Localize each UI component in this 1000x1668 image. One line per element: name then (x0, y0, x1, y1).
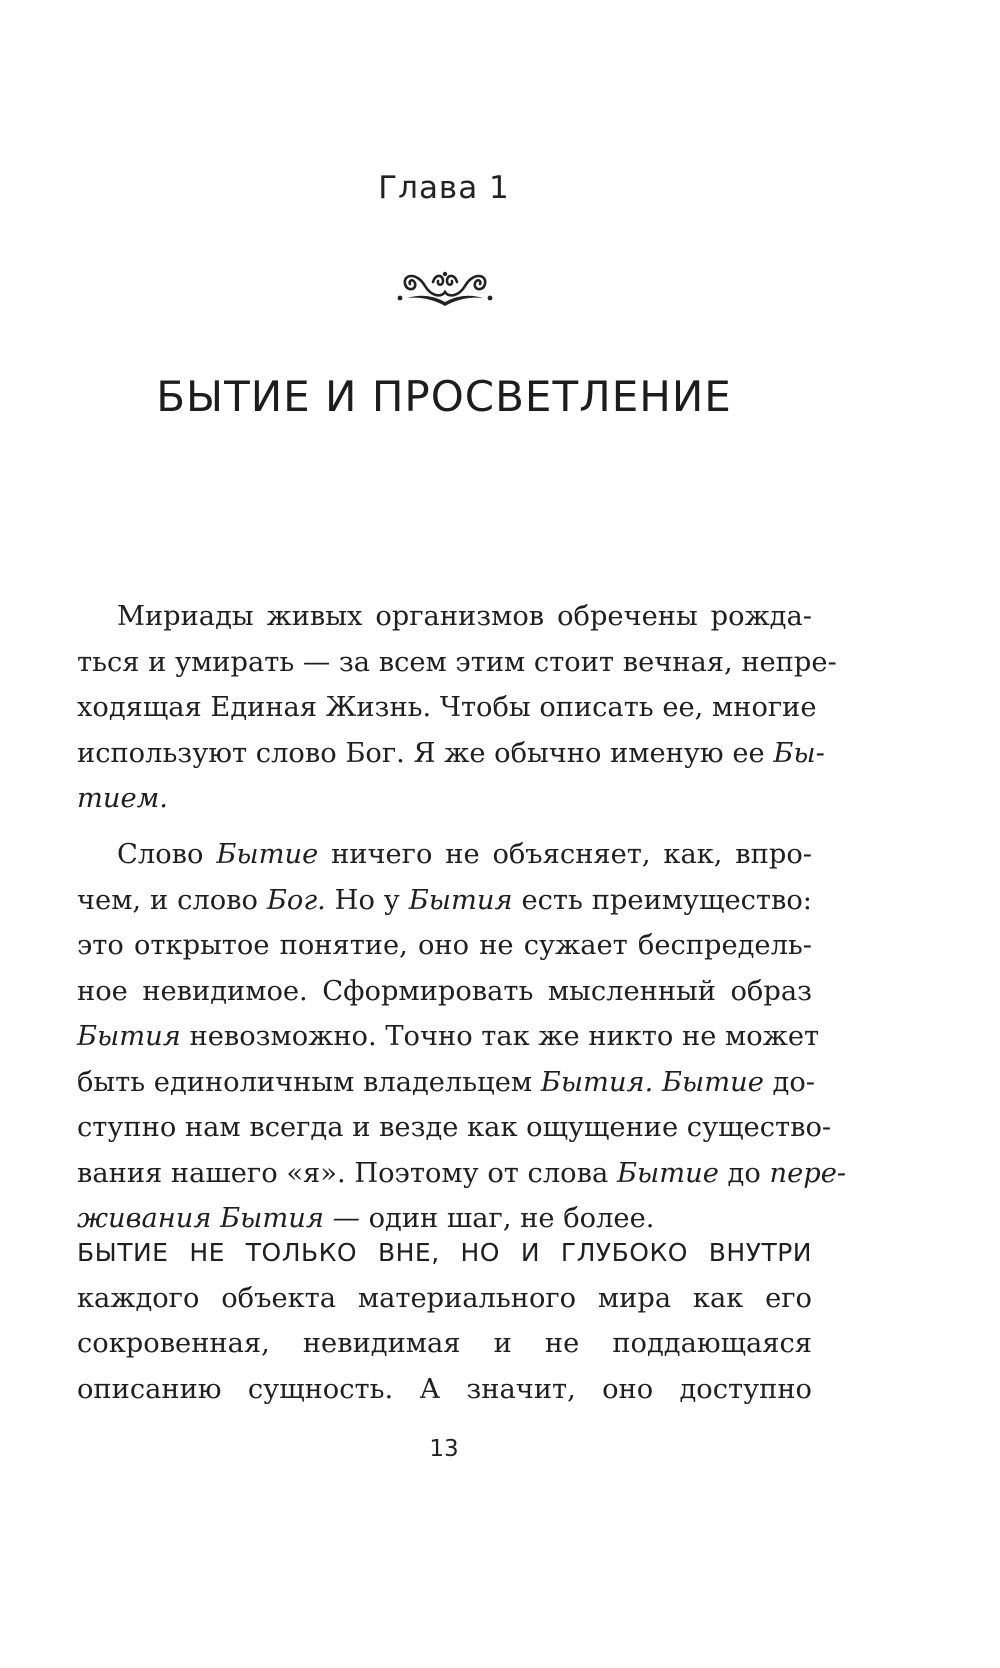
page-number: 13 (429, 1436, 459, 1462)
text-segment: чем, и слово (77, 884, 267, 916)
text-segment: до- (763, 1066, 816, 1098)
text-line (77, 776, 812, 822)
chapter-label: Глава 1 (378, 170, 510, 206)
flourish-ornament-icon (397, 262, 493, 306)
paragraph-1 (77, 594, 837, 822)
text-segment: Но у (325, 884, 409, 916)
text-line (77, 1060, 816, 1106)
text-segment: вания нашего «я». Поэтому от слова (77, 1157, 617, 1189)
text-line: ходящая Единая Жизнь. Чтобы описать ее, многие (77, 692, 817, 723)
text-line (77, 832, 812, 878)
text-segment: используют слово Бог. Я же обычно именую ее (77, 737, 774, 769)
emphasis: Бытия. Бытие (540, 1066, 764, 1098)
text-segment: невозможно. Точно так же никто не может (180, 1021, 820, 1052)
text-line: ступно нам всегда и везде как ощущение существо- (77, 1112, 832, 1143)
emphasis: Бытие (216, 839, 319, 870)
emphasis: живания Бытия (77, 1203, 324, 1234)
emphasis: Бытие (616, 1157, 719, 1189)
text-segment: быть единоличным владельцем (77, 1066, 541, 1098)
text-line (77, 1230, 812, 1276)
text-line: каждого объекта материального мира как его (77, 1282, 812, 1314)
text-line: ться и умирать — за всем этим стоит вечная, непре- (77, 646, 837, 678)
small-caps-lead: БЫТИЕ НЕ ТОЛЬКО ВНЕ, НО И ГЛУБОКО ВНУТРИ (77, 1238, 812, 1267)
text-line (77, 1151, 847, 1197)
text-line (77, 1014, 820, 1060)
text-segment: ничего не объясняет, как, впро- (318, 839, 812, 870)
text-line (77, 731, 825, 777)
text-line: описанию сущность. А значит, оно доступно (77, 1373, 812, 1405)
paragraph-2 (77, 832, 847, 1242)
text-segment: есть преимущество: (512, 884, 812, 916)
emphasis: Бытия (77, 1021, 181, 1052)
emphasis: Бытия (408, 884, 513, 916)
text-line: сокровенная, невидимая и не поддающаяся (77, 1328, 812, 1359)
emphasis: Бы- (773, 737, 825, 769)
emphasis: тием. (77, 783, 168, 814)
chapter-title: БЫТИЕ И ПРОСВЕТЛЕНИЕ (156, 372, 732, 421)
text-segment: — один шаг, не более. (323, 1203, 655, 1234)
text-line: ное невидимое. Сформировать мысленный образ (77, 975, 812, 1007)
text-line: это открытое понятие, оно не сужает беспредель- (77, 930, 812, 961)
paragraph-3 (77, 1230, 812, 1412)
text-segment: до (718, 1157, 770, 1189)
text-line (77, 878, 812, 924)
emphasis: Бог. (266, 884, 326, 916)
text-segment: Слово (117, 839, 217, 870)
text-line: Мириады живых организмов обречены рожда- (117, 601, 812, 632)
emphasis: пере- (769, 1157, 847, 1189)
